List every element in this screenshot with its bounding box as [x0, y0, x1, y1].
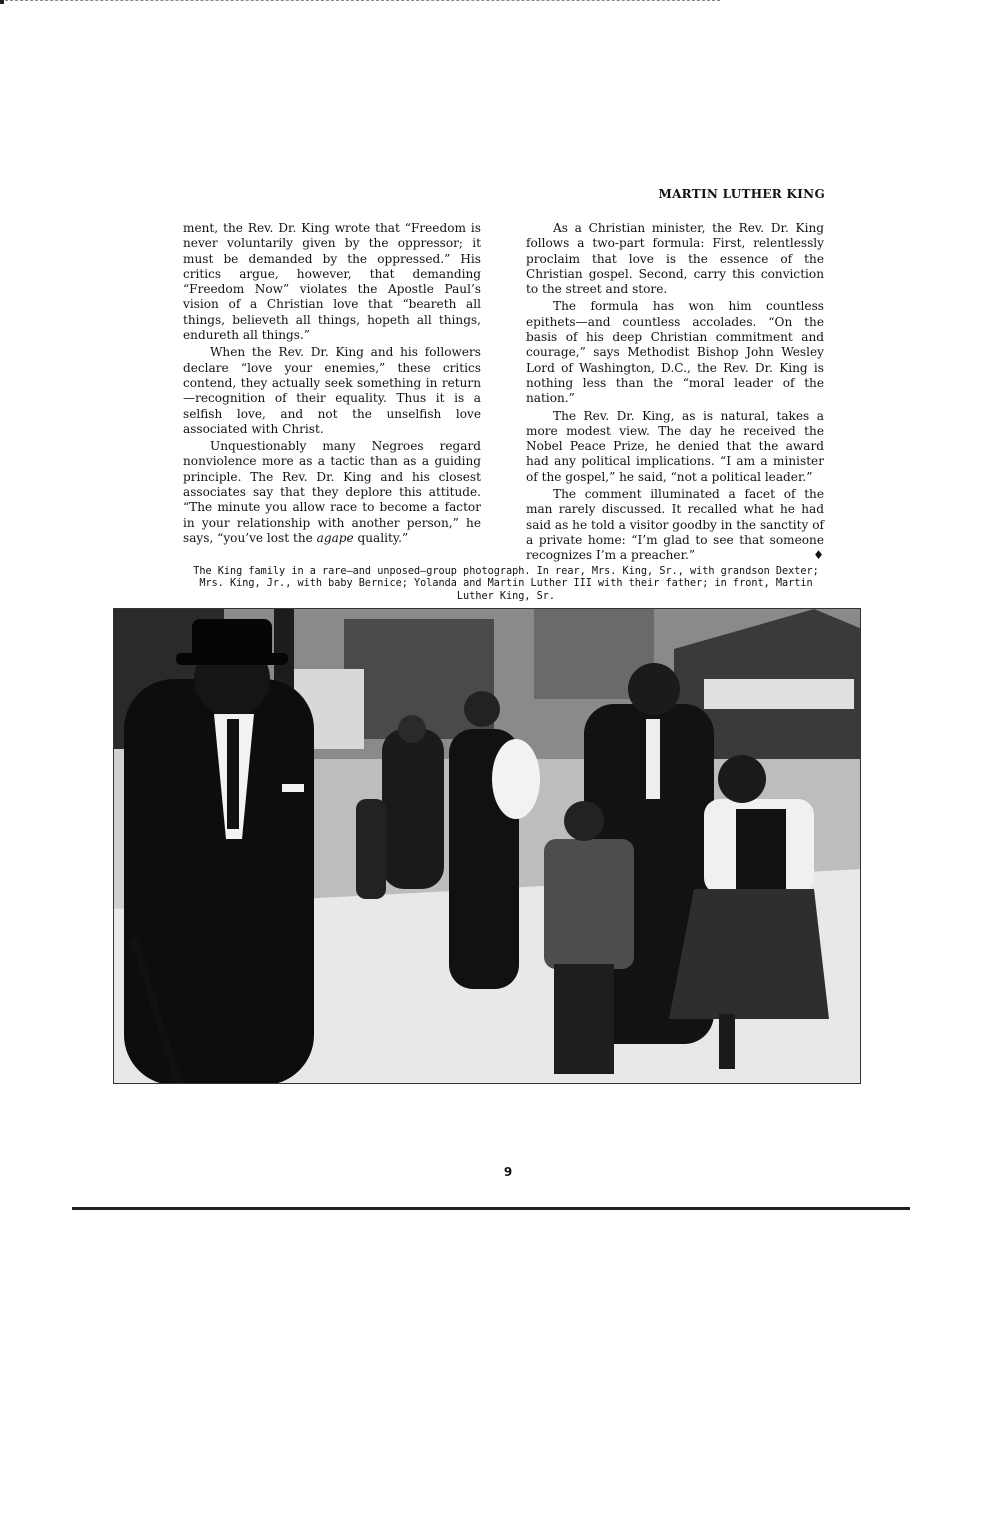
running-head: MARTIN LUTHER KING — [658, 187, 825, 201]
end-of-article-mark: ♦ — [813, 548, 824, 563]
left-paragraph-3 — [183, 439, 481, 546]
corner-mark — [0, 0, 4, 4]
right-paragraph-3: The Rev. Dr. King, as is natural, takes a more modest view. The day he received the Nobel Peace Prize, he denied that the award had any political implications. “I am a minister of the gospel,” he said, “not a political leader.” — [526, 408, 824, 484]
right-paragraph-1: As a Christian minister, the Rev. Dr. King follows a two-part formula: First, relentlessly proclaim that love is the essence of the Christian gospel. Second, carry this conviction to the street and store. — [526, 221, 824, 297]
family-photograph-image — [114, 609, 861, 1084]
left-paragraph-3-text: Unquestionably many Negroes regard nonviolence more as a tactic than as a guiding principle. The Rev. Dr. King and his closest associates say that they deplore this attitude. “The minute you allow race to become a factor in your relationship with another person,” he says, “you’ve lost the — [183, 439, 481, 545]
photo-caption: The King family in a rare—and unposed—group photograph. In rear, Mrs. King, Sr., with grandson Dexter; Mrs. King, Jr., with baby Bernice; Yolanda and Martin Luther III with their father; in front, Martin Luther King, Sr. — [193, 566, 819, 602]
agape-term: agape — [316, 530, 354, 545]
family-photograph — [113, 608, 861, 1084]
right-paragraph-4-text: The comment illuminated a facet of the man rarely discussed. It recalled what he had said as he told a visitor goodby in the sanctity of a private home: “I’m glad to see that someone recognizes I’m a preacher.” — [526, 487, 824, 563]
bottom-rule — [72, 1207, 910, 1210]
left-paragraph-2: When the Rev. Dr. King and his followers declare “love your enemies,” these critics contend, they actually seek something in return—recognition of their equality. Thus it is a selfish love, and not the unselfish love associated with Christ. — [183, 345, 481, 436]
left-paragraph-3-after: quality.” — [353, 530, 409, 545]
right-paragraph-4 — [526, 487, 824, 563]
right-column — [526, 221, 824, 566]
right-paragraph-2: The formula has won him countless epithets—and countless accolades. “On the basis of his deep Christian commitment and courage,” says Methodist Bishop John Wesley Lord of Washington, D.C., the Rev. Dr. King is nothing less than the “moral leader of the nation.” — [526, 299, 824, 406]
top-scan-rule — [0, 0, 720, 1]
left-paragraph-1: ment, the Rev. Dr. King wrote that “Freedom is never voluntarily given by the oppressor; it must be demanded by the oppressed.” His critics argue, however, that demanding “Freedom Now” violates the Apostle Paul’s vision of a Christian love that “beareth all things, believeth all things, hopeth all things, endureth all things.” — [183, 221, 481, 343]
page-number: 9 — [503, 1165, 513, 1179]
left-column — [183, 221, 481, 548]
